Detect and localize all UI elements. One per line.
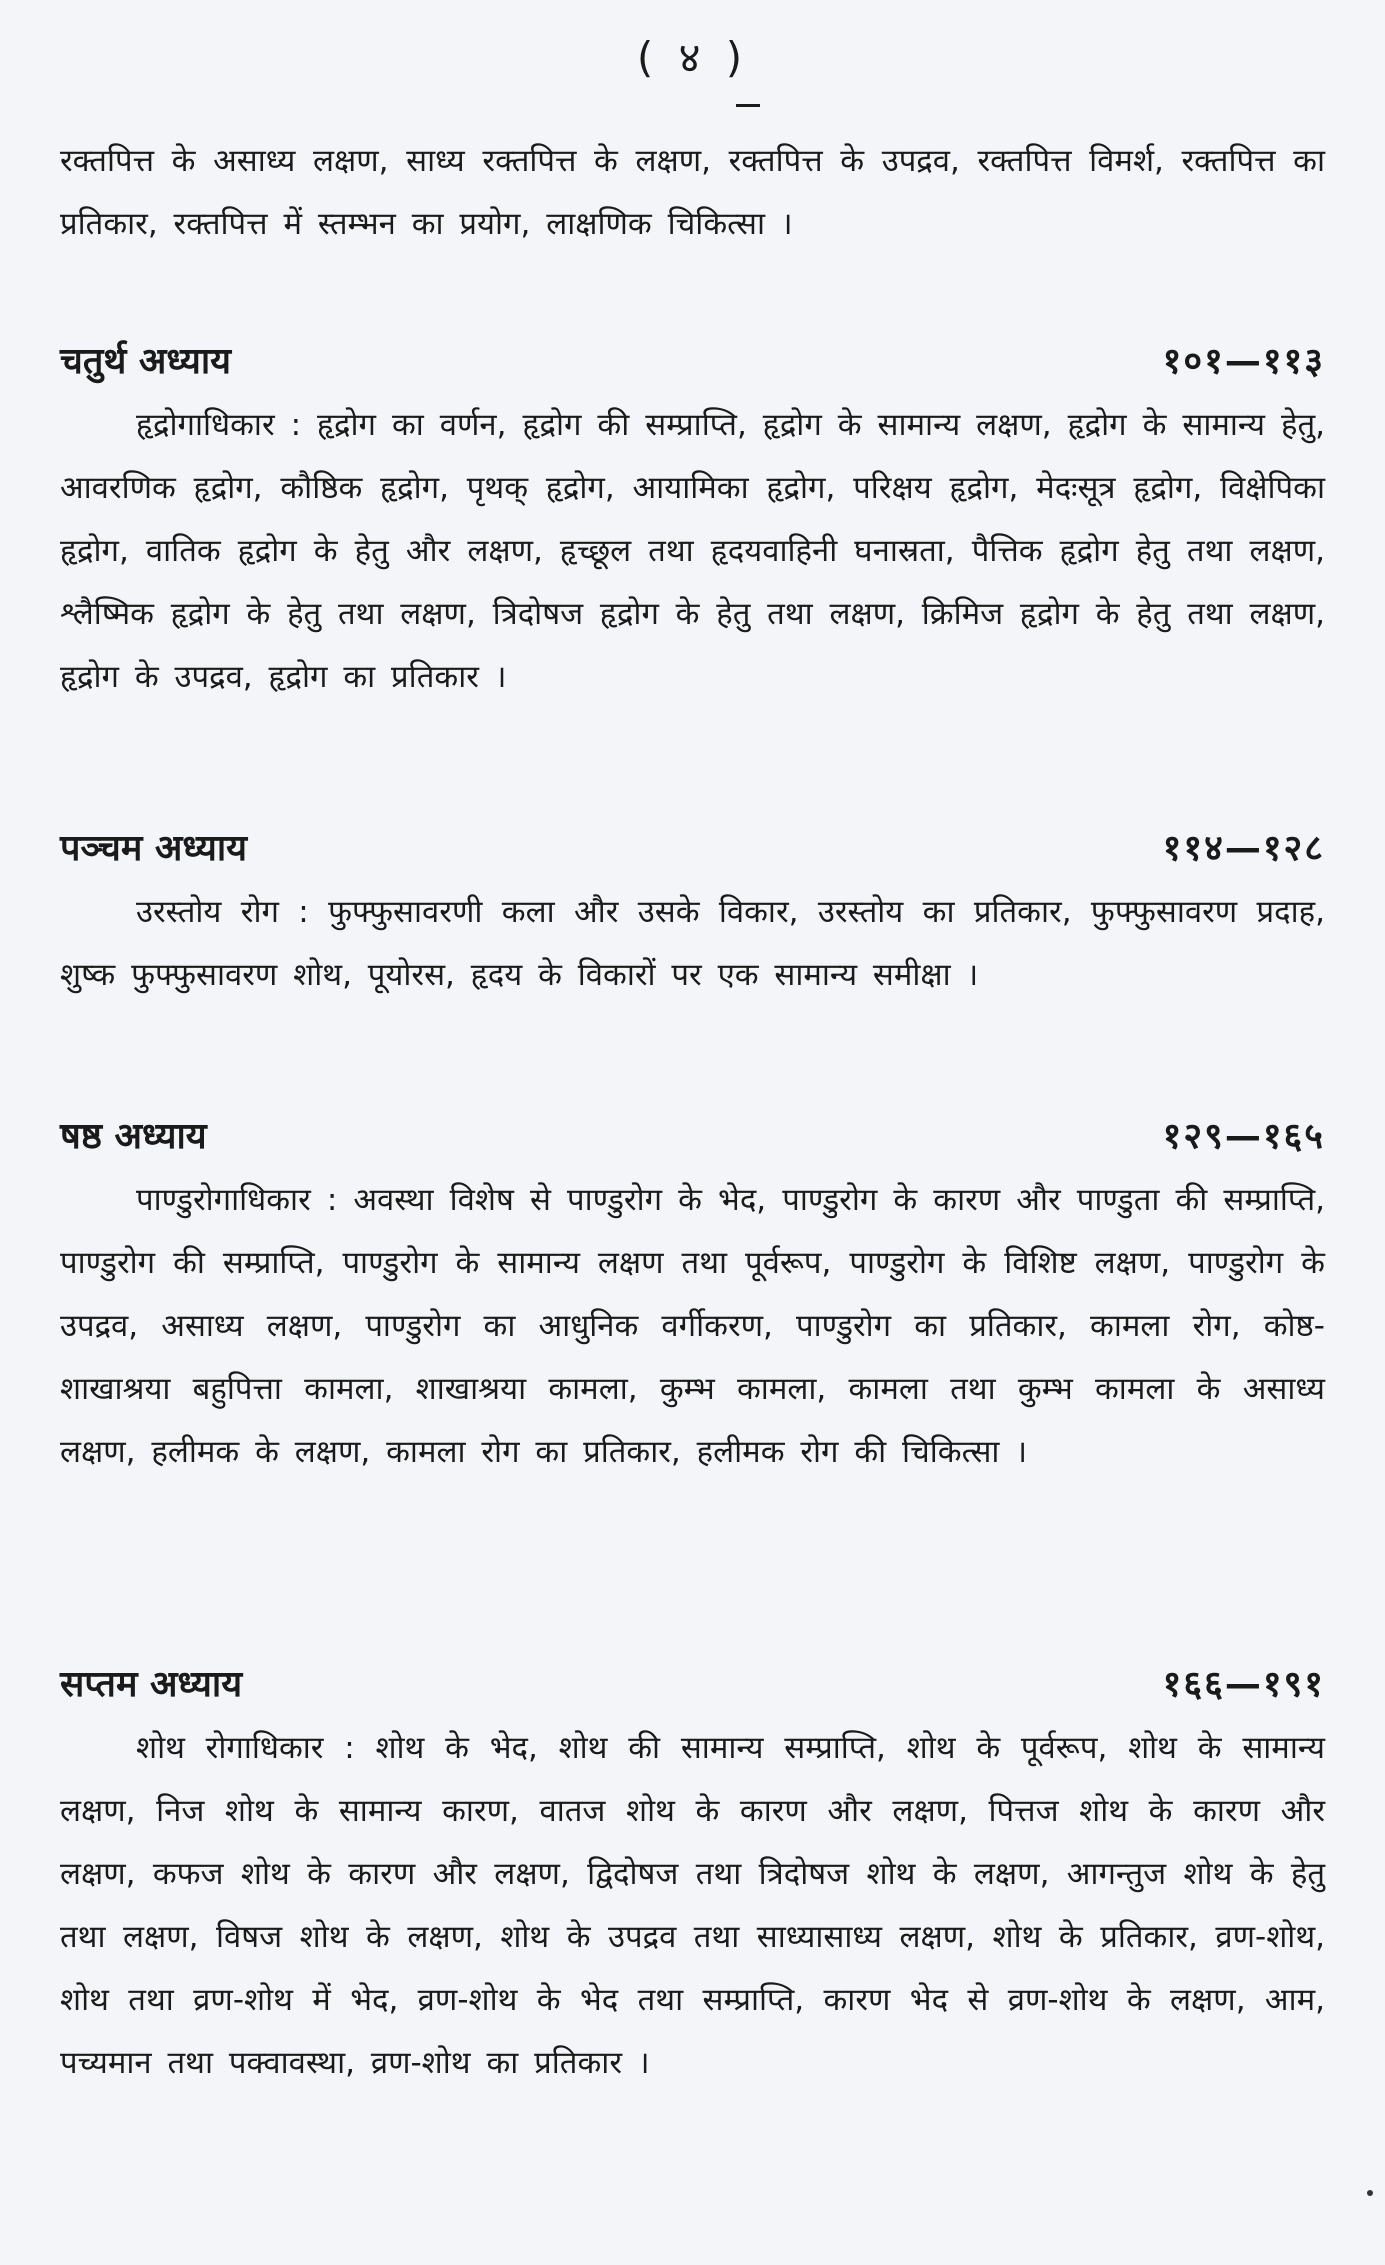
chapter-title: सप्तम अध्याय [60,1664,243,1705]
chapter-page-range: १२९—१६५ [1162,1116,1325,1157]
chapter-contents: उरस्तोय रोग : फुफ्फुसावरणी कला और उसके विकार, उरस्तोय का प्रतिकार, फुफ्फुसावरण प्रदाह, शुष्क फुफ्फुसावरण शोथ, पूयोरस, हृदय के विकारों पर एक सामान्य समीक्षा । [60,894,1325,993]
chapter-7 [60,1653,1325,2095]
intro-section [60,130,1325,256]
chapter-contents: शोथ रोगाधिकार : शोथ के भेद, शोथ की सामान्य सम्प्राप्ति, शोथ के पूर्वरूप, शोथ के सामान्य लक्षण, निज शोथ के सामान्य कारण, वातज शोथ के कारण और लक्षण, पित्तज शोथ के कारण और लक्षण, कफज शोथ के कारण और लक्षण, द्विदोषज तथा त्रिदोषज शोथ के लक्षण, आगन्तुज शोथ के हेतु तथा लक्षण, विषज शोथ के लक्षण, शोथ के उपद्रव तथा साध्यासाध्य लक्षण, शोथ के प्रतिकार, व्रण-शोथ, शोथ तथा व्रण-शोथ में भेद, व्रण-शोथ के भेद तथा सम्प्राप्ति, कारण भेद से व्रण-शोथ के लक्षण, आम, पच्यमान तथा पक्वावस्था, व्रण-शोथ का प्रतिकार । [60,1730,1325,2081]
chapter-title: पञ्चम अध्याय [60,828,248,869]
scan-speck [1367,2190,1373,2196]
chapter-4 [60,330,1325,709]
intro-paragraph: रक्तपित्त के असाध्य लक्षण, साध्य रक्तपित्त के लक्षण, रक्तपित्त के उपद्रव, रक्तपित्त विमर्श, रक्तपित्त का प्रतिकार, रक्तपित्त में स्तम्भन का प्रयोग, लाक्षणिक चिकित्सा । [60,143,1325,242]
chapter-title: चतुर्थ अध्याय [60,341,232,382]
chapter-page-range: १६६—१९१ [1162,1664,1325,1705]
chapter-heading [60,1105,1325,1169]
chapter-heading [60,330,1325,394]
separator-dash [736,104,760,107]
chapter-6 [60,1105,1325,1484]
chapter-title: षष्ठ अध्याय [60,1116,207,1157]
chapter-page-range: १०१—११३ [1162,341,1325,382]
chapter-heading [60,1653,1325,1717]
chapter-5 [60,817,1325,1007]
chapter-contents: हृद्रोगाधिकार : हृद्रोग का वर्णन, हृद्रोग की सम्प्राप्ति, हृद्रोग के सामान्य लक्षण, हृद्रोग के सामान्य हेतु, आवरणिक हृद्रोग, कौष्ठिक हृद्रोग, पृथक् हृद्रोग, आयामिका हृद्रोग, परिक्षय हृद्रोग, मेदःसूत्र हृद्रोग, विक्षेपिका हृद्रोग, वातिक हृद्रोग के हेतु और लक्षण, हृच्छूल तथा हृदयवाहिनी घनास्रता, पैत्तिक हृद्रोग हेतु तथा लक्षण, श्लैष्मिक हृद्रोग के हेतु तथा लक्षण, त्रिदोषज हृद्रोग के हेतु तथा लक्षण, क्रिमिज हृद्रोग के हेतु तथा लक्षण, हृद्रोग के उपद्रव, हृद्रोग का प्रतिकार । [60,407,1325,695]
chapter-page-range: ११४—१२८ [1162,828,1325,869]
page-number: ( ४ ) [636,33,749,82]
chapter-contents: पाण्डुरोगाधिकार : अवस्था विशेष से पाण्डुरोग के भेद, पाण्डुरोग के कारण और पाण्डुता की सम्प्राप्ति, पाण्डुरोग की सम्प्राप्ति, पाण्डुरोग के सामान्य लक्षण तथा पूर्वरूप, पाण्डुरोग के विशिष्ट लक्षण, पाण्डुरोग के उपद्रव, असाध्य लक्षण, पाण्डुरोग का आधुनिक वर्गीकरण, पाण्डुरोग का प्रतिकार, कामला रोग, कोष्ठ-शाखाश्रया बहुपित्ता कामला, शाखाश्रया कामला, कुम्भ कामला, कामला तथा कुम्भ कामला के असाध्य लक्षण, हलीमक के लक्षण, कामला रोग का प्रतिकार, हलीमक रोग की चिकित्सा । [60,1182,1325,1470]
chapter-heading [60,817,1325,881]
